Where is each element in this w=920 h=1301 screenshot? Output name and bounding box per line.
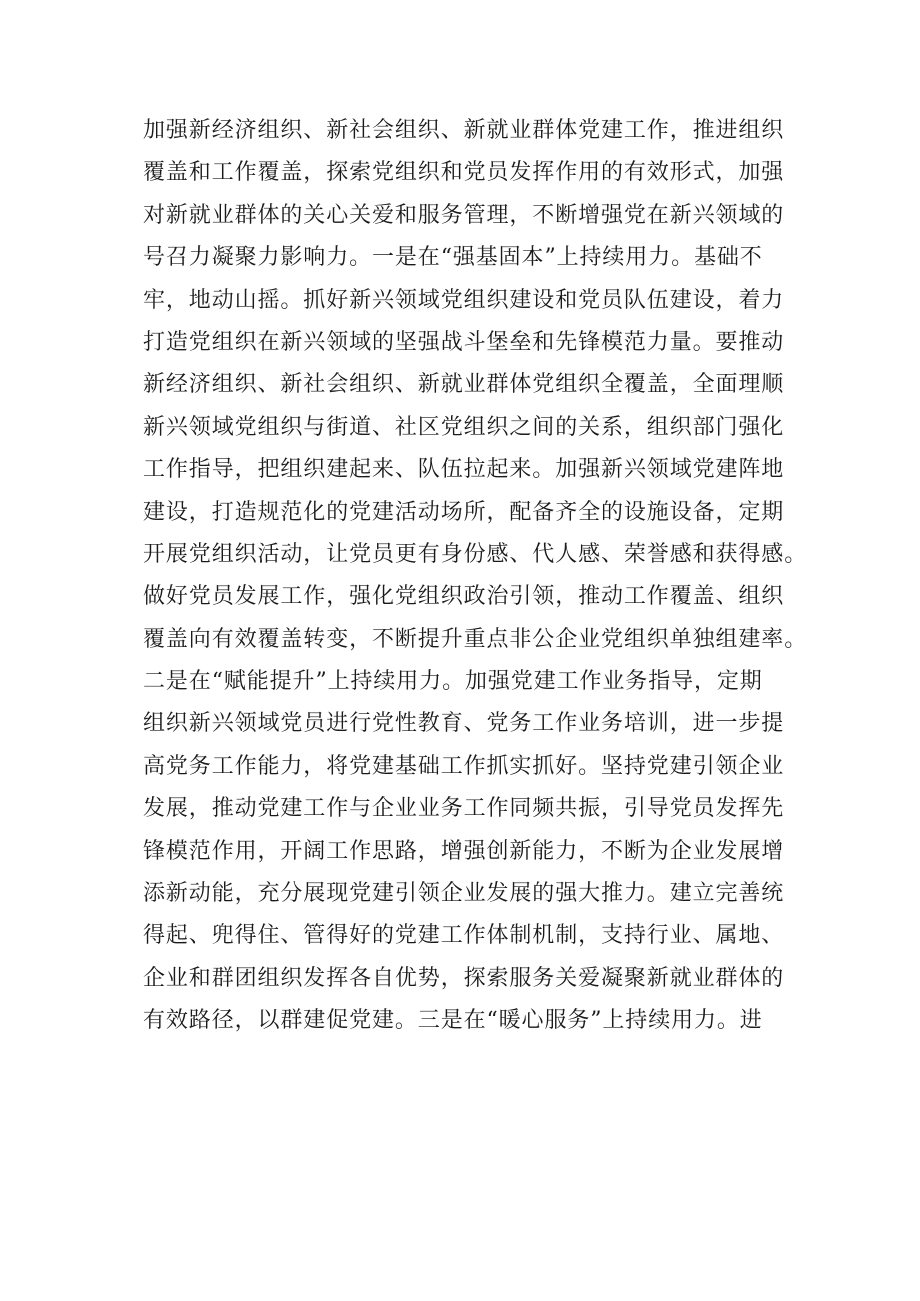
text-line: 新兴领域党组织与街道、社区党组织之间的关系，组织部门强化: [143, 414, 785, 440]
body-text: [143, 110, 808, 1043]
text-line: 企业和群团组织发挥各自优势，探索服务关爱凝聚新就业群体的: [143, 965, 785, 991]
text-line: 发展，推动党建工作与企业业务工作同频共振，引导党员发挥先: [143, 796, 785, 822]
text-line: 号召力凝聚力影响力。一是在“强基固本”上持续用力。基础不: [143, 245, 763, 271]
text-line: 高党务工作能力，将党建基础工作抓实抓好。坚持党建引领企业: [143, 753, 785, 779]
text-line: 覆盖和工作覆盖，探索党组织和党员发挥作用的有效形式，加强: [143, 160, 785, 186]
text-line: 添新动能，充分展现党建引领企业发展的强大推力。建立完善统: [143, 881, 785, 907]
text-line: 有效路径，以群建促党建。三是在“暖心服务”上持续用力。进: [143, 1008, 763, 1034]
text-line: 组织新兴领域党员进行党性教育、党务工作业务培训，进一步提: [143, 711, 785, 737]
text-line: 新经济组织、新社会组织、新就业群体党组织全覆盖，全面理顺: [143, 372, 785, 398]
text-line: 建设，打造规范化的党建活动场所，配备齐全的设施设备，定期: [143, 499, 785, 525]
text-line: 开展党组织活动，让党员更有身份感、代人感、荣誉感和获得感。: [143, 541, 808, 567]
text-line: 牢，地动山摇。抓好新兴领域党组织建设和党员队伍建设，着力: [143, 287, 785, 313]
text-line: 锋模范作用，开阔工作思路，增强创新能力，不断为企业发展增: [143, 838, 785, 864]
text-line: 工作指导，把组织建起来、队伍拉起来。加强新兴领域党建阵地: [143, 457, 785, 483]
text-line: 打造党组织在新兴领域的坚强战斗堡垒和先锋模范力量。要推动: [143, 329, 785, 355]
text-line: 做好党员发展工作，强化党组织政治引领，推动工作覆盖、组织: [143, 584, 785, 610]
text-line: 二是在“赋能提升”上持续用力。加强党建工作业务指导，定期: [143, 669, 763, 695]
text-line: 对新就业群体的关心关爱和服务管理，不断增强党在新兴领域的: [143, 202, 785, 228]
text-line: 加强新经济组织、新社会组织、新就业群体党建工作，推进组织: [143, 118, 785, 143]
text-line: 得起、兜得住、管得好的党建工作体制机制，支持行业、属地、: [143, 923, 785, 949]
text-line: 覆盖向有效覆盖转变，不断提升重点非公企业党组织单独组建率。: [143, 626, 808, 652]
